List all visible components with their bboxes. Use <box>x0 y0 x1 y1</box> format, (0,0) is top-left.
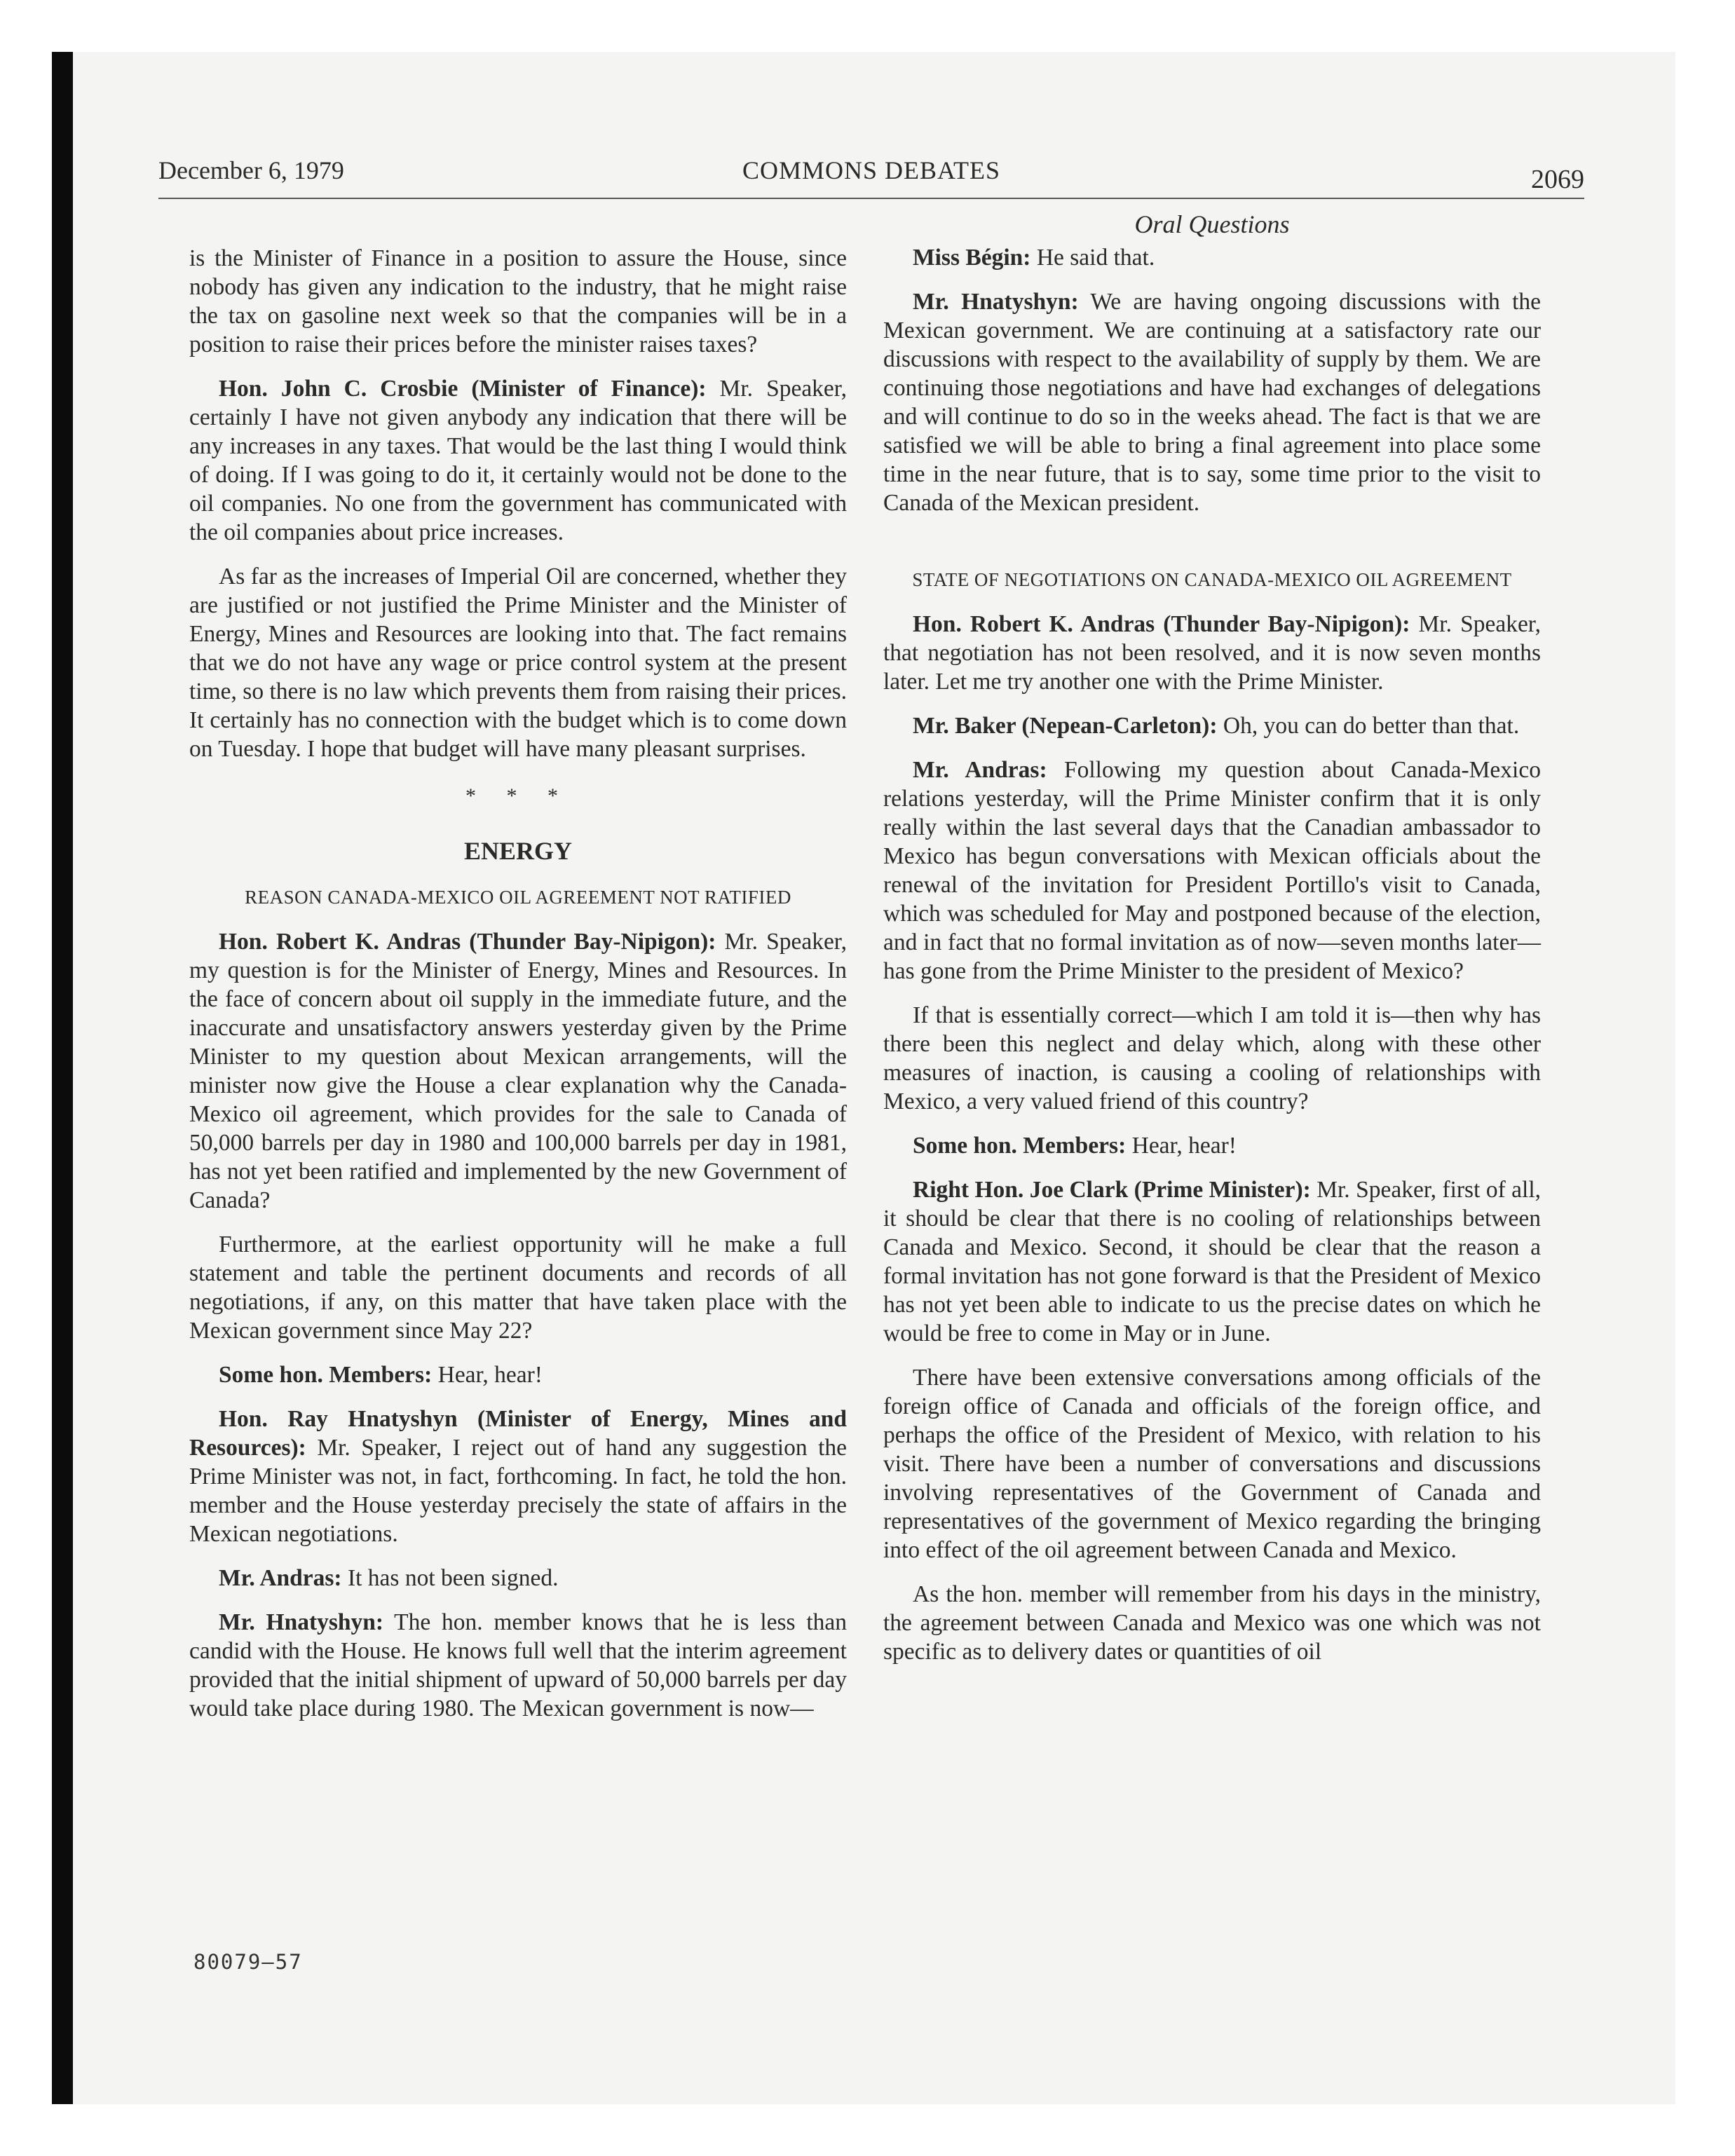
speech-text: Mr. Speaker, certainly I have not given anybody any indication that there will be any increases in any taxes. That would be the last thing I would think of doing. If I was going to do it, it certainly would not be done to the oil companies. No one from the government has communicated with the oil companies about price increases. <box>189 376 847 545</box>
speech-text: Mr. Speaker, my question is for the Minister of Energy, Mines and Resources. In the face of concern about oil supply in the immediate future, and the inaccurate and unsatisfactory answers yesterday given by the Prime Minister to my question about Mexican arrangements, will the minister now give the House a clear explanation why the Canada-Mexico oil agreement, which provides for the sale to Canada of 50,000 barrels per day in 1980 and 100,000 barrels per day in 1981, has not yet been ratified and implemented by the new Government of Canada? <box>189 929 847 1213</box>
right-column <box>883 210 1541 1681</box>
paragraph <box>189 374 847 547</box>
speaker-name: Mr. Hnatyshyn: <box>219 1609 384 1635</box>
paragraph <box>189 1360 847 1389</box>
speech-text: The hon. member knows that he is less than candid with the House. He knows full well that the interim agreement provided that the initial shipment of upward of 50,000 barrels per day would take place during 1980. The Mexican government is now— <box>189 1609 847 1721</box>
speaker-name: Some hon. Members: <box>219 1362 433 1388</box>
speaker-name: Mr. Hnatyshyn: <box>913 289 1079 315</box>
running-head: Oral Questions <box>1134 210 1290 238</box>
paragraph <box>883 711 1541 740</box>
paragraph <box>189 1405 847 1548</box>
speech-text: Mr. Speaker, that negotiation has not been resolved, and it is now seven months later. Let me try another one with the Prime Minister. <box>883 611 1541 695</box>
paragraph: Furthermore, at the earliest opportunity will he make a full statement and table the pertinent documents and records of all negotiations, if any, on this matter that have taken place with the Mexican government since May 22? <box>189 1231 847 1344</box>
paragraph <box>883 243 1541 272</box>
paragraph <box>883 756 1541 985</box>
speech-text: Hear, hear! <box>1126 1133 1237 1159</box>
paragraph <box>883 1131 1541 1160</box>
paragraph: If that is essentially correct—which I am told it is—then why has there been this neglect and delay which, along with these other measures of inaction, is causing a cooling of relationships with Mexico, a very valued friend of this country? <box>883 1002 1541 1114</box>
speaker-name: Hon. John C. Crosbie (Minister of Finance): <box>219 376 707 402</box>
paragraph: is the Minister of Finance in a position to assure the House, since nobody has given any indication to the industry, that he might raise the tax on gasoline next week so that the companies will be in a position to raise their prices before the minister raises taxes? <box>189 245 847 357</box>
paragraph: There have been extensive conversations among officials of the foreign office of Canada and officials of the foreign office, and perhaps the office of the President of Mexico, with relation to his visit. There have been a number of conversations and discussions involving representatives of the Government of Canada and representatives of the government of Mexico regarding the bringing into effect of the oil agreement between Canada and Mexico. <box>883 1365 1541 1563</box>
section-subheading: STATE OF NEGOTIATIONS ON CANADA-MEXICO OIL AGREEMENT <box>912 569 1512 590</box>
print-code: 80079—57 <box>193 1950 303 1974</box>
paragraph: As far as the increases of Imperial Oil are concerned, whether they are justified or not justified the Prime Minister and the Minister of Energy, Mines and Resources are looking into that. The fact remains that we do not have any wage or price control system at the present time, so there is no law which prevents them from raising their prices. It certainly has no connection with the budget which is to come down on Tuesday. I hope that budget will have many pleasant surprises. <box>189 564 847 762</box>
speech-text: We are having ongoing discussions with the Mexican government. We are continuing at a satisfactory rate our discussions with respect to the availability of supply by them. We are continuing those negotiations and have had exchanges of delegations and will continue to do so in the weeks ahead. The fact is that we are satisfied we will be able to bring a final agreement into place some time in the near future, that is to say, some time prior to the visit to Canada of the Mexican president. <box>883 289 1541 516</box>
page-number: 2069 <box>1531 165 1584 194</box>
speech-text: Mr. Speaker, I reject out of hand any suggestion the Prime Minister was not, in fact, forthcoming. In fact, he told the hon. member and the House yesterday precisely the state of affairs in the Mexican negotiations. <box>189 1435 847 1547</box>
paragraph <box>189 1564 847 1592</box>
paragraph <box>883 1175 1541 1348</box>
paragraph <box>883 287 1541 517</box>
speech-text: He said that. <box>1030 245 1155 271</box>
header-date: December 6, 1979 <box>158 156 344 184</box>
section-heading: ENERGY <box>463 837 573 865</box>
speech-text: Following my question about Canada-Mexico relations yesterday, will the Prime Minister confirm that it is only really within the last several days that the Canadian ambassador to Mexico has begun conversations with Mexican officials about the renewal of the invitation for President Portillo's visit to Canada, which was scheduled for May and postponed because of the election, and in fact that no formal invitation as of now—seven months later—has gone from the Prime Minister to the president of Mexico? <box>883 757 1541 984</box>
binding-edge <box>52 52 73 2104</box>
speaker-name: Miss Bégin: <box>913 245 1031 271</box>
speaker-name: Mr. Andras: <box>219 1565 342 1591</box>
header-title: COMMONS DEBATES <box>742 156 1001 184</box>
speech-text: It has not been signed. <box>341 1565 559 1591</box>
page-header <box>158 156 1584 199</box>
paragraph <box>189 927 847 1215</box>
speech-text: Mr. Speaker, first of all, it should be clear that there is no cooling of relationships between Canada and Mexico. Second, it should be clear that the reason a formal invitation has not gone forward is that the President of Mexico has not yet been able to indicate to us the precise dates on which he would be free to come in May or in June. <box>883 1177 1541 1346</box>
left-column <box>189 244 847 1738</box>
speaker-name: Mr. Andras: <box>913 757 1047 783</box>
speaker-name: Right Hon. Joe Clark (Prime Minister): <box>913 1177 1311 1203</box>
speech-text: Hear, hear! <box>432 1362 543 1388</box>
paragraph <box>883 610 1541 696</box>
speaker-name: Hon. Robert K. Andras (Thunder Bay-Nipigon): <box>219 929 716 955</box>
section-subheading: REASON CANADA-MEXICO OIL AGREEMENT NOT RATIFIED <box>245 887 791 908</box>
speaker-name: Some hon. Members: <box>913 1133 1127 1159</box>
paragraph: As the hon. member will remember from his days in the ministry, the agreement between Canada and Mexico was one which was not specific as to delivery dates or quantities of oil <box>883 1581 1541 1665</box>
speaker-name: Mr. Baker (Nepean-Carleton): <box>913 713 1218 739</box>
speech-text: Oh, you can do better than that. <box>1217 713 1520 739</box>
section-separator: * * * <box>465 784 571 807</box>
speaker-name: Hon. Robert K. Andras (Thunder Bay-Nipigon): <box>913 611 1410 637</box>
paragraph <box>189 1608 847 1723</box>
speaker-name: Hon. Ray Hnatyshyn (Minister of Energy, Mines and Resources): <box>189 1406 847 1461</box>
